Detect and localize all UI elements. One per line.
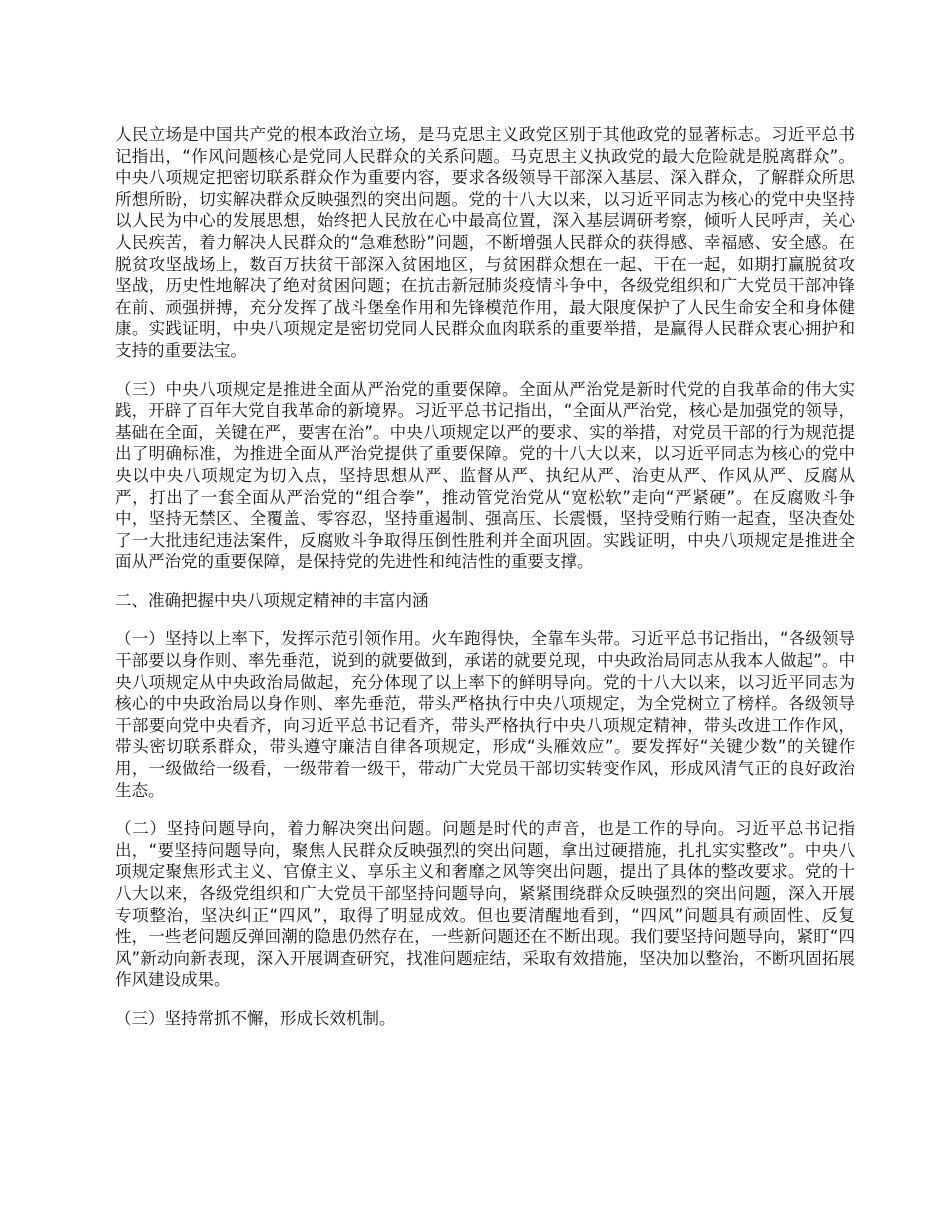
document-body bbox=[115, 124, 855, 1047]
paragraph-people-stance: 人民立场是中国共产党的根本政治立场，是马克思主义政党区别于其他政党的显著标志。习近平总书记指出，“作风问题核心是党同人民群众的关系问题。马克思主义执政党的最大危险就是脱离群众”。中央八项规定把密切联系群众作为重要内容，要求各级领导干部深入基层、深入群众，了解群众所思所想所盼，切实解决群众反映强烈的突出问题。党的十八大以来，以习近平同志为核心的党中央坚持以人民为中心的发展思想，始终把人民放在心中最高位置，深入基层调研考察，倾听人民呼声，关心人民疾苦，着力解决人民群众的“急难愁盼”问题，不断增强人民群众的获得感、幸福感、安全感。在脱贫攻坚战场上，数百万扶贫干部深入贫困地区，与贫困群众想在一起、干在一起，如期打赢脱贫攻坚战，历史性地解决了绝对贫困问题；在抗击新冠肺炎疫情斗争中，各级党组织和广大党员干部冲锋在前、顽强拼搏，充分发挥了战斗堡垒作用和先锋模范作用，最大限度保护了人民生命安全和身体健康。实践证明，中央八项规定是密切党同人民群众血肉联系的重要举措，是赢得人民群众衷心拥护和支持的重要法宝。 bbox=[115, 125, 855, 360]
paragraph-section-3-party-governance: （三）中央八项规定是推进全面从严治党的重要保障。全面从严治党是新时代党的自我革命的伟大实践，开辟了百年大党自我革命的新境界。习近平总书记指出，“全面从严治党，核心是加强党的领导，基础在全面，关键在严，要害在治”。中央八项规定以严的要求、实的举措，对党员干部的行为规范提出了明确标准，为推进全面从严治党提供了重要保障。党的十八大以来，以习近平同志为核心的党中央以中央八项规定为切入点，坚持思想从严、监督从严、执纪从严、治吏从严、作风从严、反腐从严，打出了一套全面从严治党的“组合拳”，推动管党治党从“宽松软”走向“严紧硬”。在反腐败斗争中，坚持无禁区、全覆盖、零容忍，坚持重遏制、强高压、长震慑，坚持受贿行贿一起查，坚决查处了一大批违纪违法案件，反腐败斗争取得压倒性胜利并全面巩固。实践证明，中央八项规定是推进全面从严治党的重要保障，是保持党的先进性和纯洁性的重要支撑。 bbox=[115, 379, 855, 572]
paragraph-subsection-1-leading-example: （一）坚持以上率下，发挥示范引领作用。火车跑得快，全靠车头带。习近平总书记指出，“各级领导干部要以身作则、率先垂范，说到的就要做到，承诺的就要兑现，中央政治局同志从我本人做起”。中央八项规定从中央政治局做起，充分体现了以上率下的鲜明导向。党的十八大以来，以习近平同志为核心的中央政治局以身作则、率先垂范，带头严格执行中央八项规定，为全党树立了榜样。各级领导干部要向党中央看齐，向习近平总书记看齐，带头严格执行中央八项规定精神，带头改进工作作风，带头密切联系群众，带头遵守廉洁自律各项规定，形成“头雁效应”。要发挥好“关键少数”的关键作用，一级做给一级看，一级带着一级干，带动广大党员干部切实转变作风，形成风清气正的良好政治生态。 bbox=[115, 629, 855, 800]
paragraph-subsection-2-problem-oriented: （二）坚持问题导向，着力解决突出问题。问题是时代的声音，也是工作的导向。习近平总书记指出，“要坚持问题导向，聚焦人民群众反映强烈的突出问题，拿出过硬措施，扎扎实实整改”。中央八项规定聚焦形式主义、官僚主义、享乐主义和奢靡之风等突出问题，提出了具体的整改要求。党的十八大以来，各级党组织和广大党员干部坚持问题导向，紧紧围绕群众反映强烈的突出问题，深入开展专项整治，坚决纠正“四风”，取得了明显成效。但也要清醒地看到，“四风”问题具有顽固性、反复性，一些老问题反弹回潮的隐患仍然存在，一些新问题还在不断出现。我们要坚持问题导向，紧盯“四风”新动向新表现，深入开展调查研究，找准问题症结，采取有效措施，坚决加以整治，不断巩固拓展作风建设成果。 bbox=[115, 819, 855, 990]
section-heading-2: 二、准确把握中央八项规定精神的丰富内涵 bbox=[115, 590, 429, 610]
paragraph-subsection-3-persistence: （三）坚持常抓不懈，形成长效机制。 bbox=[115, 1008, 396, 1028]
